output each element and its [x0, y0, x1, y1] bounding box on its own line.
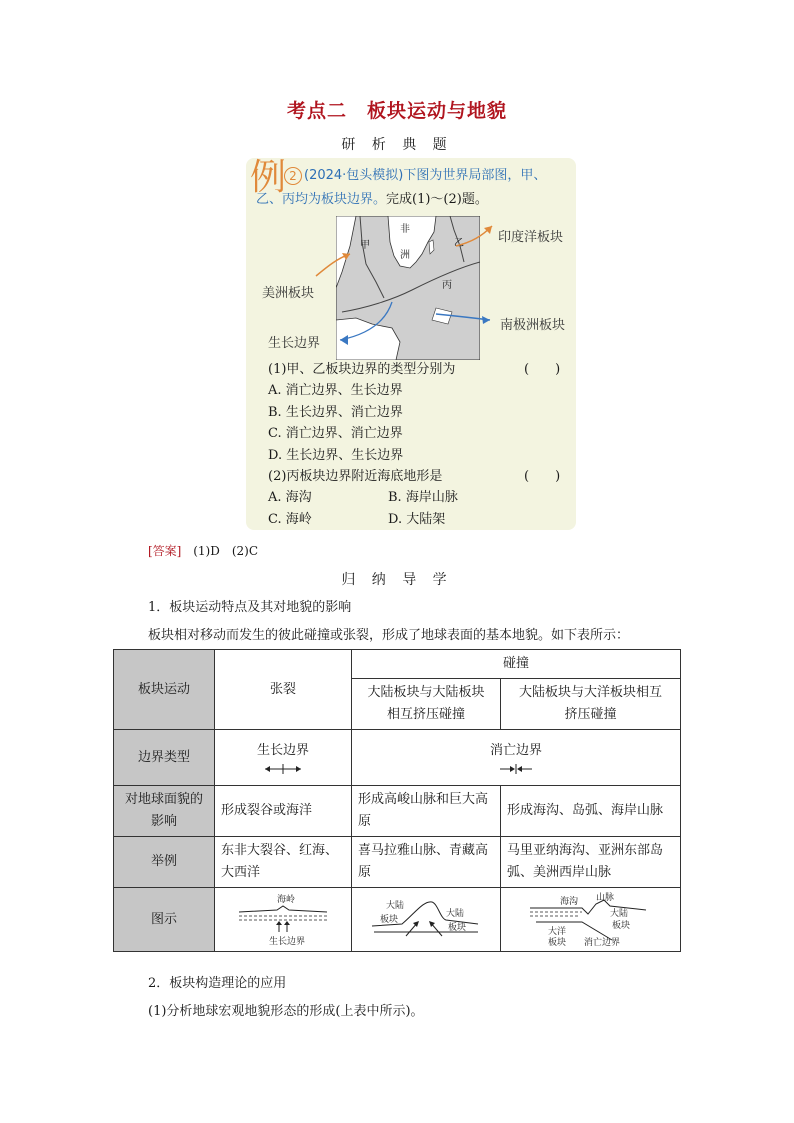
- q1-option-a: A. 消亡边界、生长边界: [268, 383, 403, 398]
- cell-extinct-boundary: [352, 730, 681, 786]
- cc-line-2: 相互挤压碰撞: [386, 707, 465, 722]
- cell-figure-co: [501, 888, 681, 952]
- annotation-growth-boundary: 生长边界: [268, 336, 321, 351]
- answer-text: (1)D (2)C: [193, 544, 259, 558]
- example-box: [246, 158, 576, 530]
- fig-cc-right-1: 大陆: [446, 908, 465, 919]
- q1-option-d: D. 生长边界、生长边界: [268, 448, 404, 463]
- fig-co-ocean-1: 大洋: [547, 926, 566, 937]
- point-2-heading: 2．板块构造理论的应用: [148, 976, 287, 991]
- header-effect: [114, 786, 215, 837]
- converging-arrows-icon: [496, 762, 536, 776]
- intro-paragraph: 板块相对移动而发生的彼此碰撞或张裂，形成了地球表面的基本地貌。如下表所示：: [148, 628, 630, 643]
- question-2-blank: ( ): [524, 469, 561, 484]
- q1-option-c: C. 消亡边界、消亡边界: [268, 426, 403, 441]
- cell-example-cc: 喜马拉雅山脉、青藏高原: [352, 837, 501, 888]
- fig-co-land-1: 大陆: [609, 908, 628, 919]
- effect-head-line-1: 对地球面貌的: [124, 792, 203, 807]
- q2-option-b: B. 海岸山脉: [388, 490, 458, 505]
- map-label-yi: 乙: [454, 238, 464, 249]
- example-source: (2024·包头模拟)下图为世界局部图，甲、: [304, 168, 547, 183]
- fig-co-ocean-2: 板块: [547, 937, 566, 948]
- fig-co-boundary: 消亡边界: [583, 937, 620, 948]
- map-label-bing: 丙: [442, 280, 452, 291]
- effect-head-line-2: 影响: [150, 814, 177, 829]
- map-label-africa-2: 洲: [400, 250, 410, 261]
- section-heading-study: 研 析 典 题: [341, 137, 453, 153]
- example-tag: 例: [250, 157, 287, 198]
- fig-co-mountain: 山脉: [595, 892, 614, 903]
- continental-collision-diagram: [366, 892, 486, 948]
- cell-collide: 碰撞: [352, 650, 681, 679]
- cell-example-co: 马里亚纳海沟、亚洲东部岛弧、美洲西岸山脉: [501, 837, 681, 888]
- growth-boundary-label: 生长边界: [256, 742, 309, 758]
- q2-option-d: D. 大陆架: [388, 512, 446, 527]
- answer-line: [148, 542, 258, 559]
- plate-motion-table: [113, 649, 681, 952]
- cell-continental-continental: [352, 679, 501, 730]
- rift-diagram: [233, 892, 333, 948]
- annotation-antarctic-plate: 南极洲板块: [500, 318, 566, 333]
- fig-ridge-label: 海岭: [277, 894, 296, 905]
- question-1: (1)甲、乙板块边界的类型分别为: [268, 362, 456, 377]
- q2-option-a: A. 海沟: [268, 490, 312, 505]
- q2-option-c: C. 海岭: [268, 512, 312, 527]
- map-label-africa-1: 非: [400, 224, 410, 235]
- fig-cc-right-2: 板块: [448, 922, 467, 933]
- example-line2-prefix: 乙、丙均为板块边界。: [256, 192, 387, 207]
- cell-effect-cc: 形成高峻山脉和巨大高原: [352, 786, 501, 837]
- cell-continental-oceanic: [501, 679, 681, 730]
- header-figure: 图示: [114, 888, 215, 952]
- diverging-arrows-icon: [263, 762, 303, 776]
- cc-line-1: 大陆板块与大陆板块: [367, 685, 485, 700]
- point-1-heading: 1．板块运动特点及其对地貌的影响: [148, 600, 352, 615]
- co-line-2: 挤压碰撞: [564, 707, 617, 722]
- question-1-blank: ( ): [524, 362, 561, 377]
- point-2-1: (1)分析地球宏观地貌形态的形成(上表中所示)。: [148, 1004, 424, 1019]
- fig-co-trench: 海沟: [559, 896, 578, 907]
- oceanic-continental-collision-diagram: [526, 892, 656, 948]
- cell-effect-split: 形成裂谷或海洋: [215, 786, 352, 837]
- annotation-indian-plate: 印度洋板块: [498, 230, 564, 245]
- fig-cc-left-2: 板块: [380, 914, 399, 925]
- cell-figure-cc: [352, 888, 501, 952]
- example-line2-suffix: 完成(1)～(2)题。: [386, 192, 488, 207]
- extinct-boundary-label: 消亡边界: [489, 742, 542, 758]
- section-heading-summary: 归 纳 导 学: [341, 572, 453, 588]
- header-example: 举例: [114, 837, 215, 888]
- fig-co-land-2: 板块: [611, 920, 630, 931]
- header-boundary-type: 边界类型: [114, 730, 215, 786]
- answer-tag: [答案]: [148, 544, 182, 558]
- page-title: 考点二 板块运动与地貌: [286, 100, 507, 122]
- header-plate-motion: 板块运动: [114, 650, 215, 730]
- cell-figure-split: [215, 888, 352, 952]
- cell-example-split: 东非大裂谷、红海、大西洋: [215, 837, 352, 888]
- question-2: (2)丙板块边界附近海底地形是: [268, 469, 443, 484]
- example-number: 2: [284, 167, 302, 185]
- q1-option-b: B. 生长边界、消亡边界: [268, 405, 403, 420]
- co-line-1: 大陆板块与大洋板块相互: [518, 685, 662, 700]
- cell-split: 张裂: [215, 650, 352, 730]
- fig-growth-label: 生长边界: [269, 936, 306, 947]
- cell-effect-co: 形成海沟、岛弧、海岸山脉: [501, 786, 681, 837]
- fig-cc-left-1: 大陆: [386, 900, 405, 911]
- map-label-jia: 甲: [360, 240, 370, 251]
- cell-growth-boundary: [215, 730, 352, 786]
- annotation-american-plate: 美洲板块: [262, 286, 315, 301]
